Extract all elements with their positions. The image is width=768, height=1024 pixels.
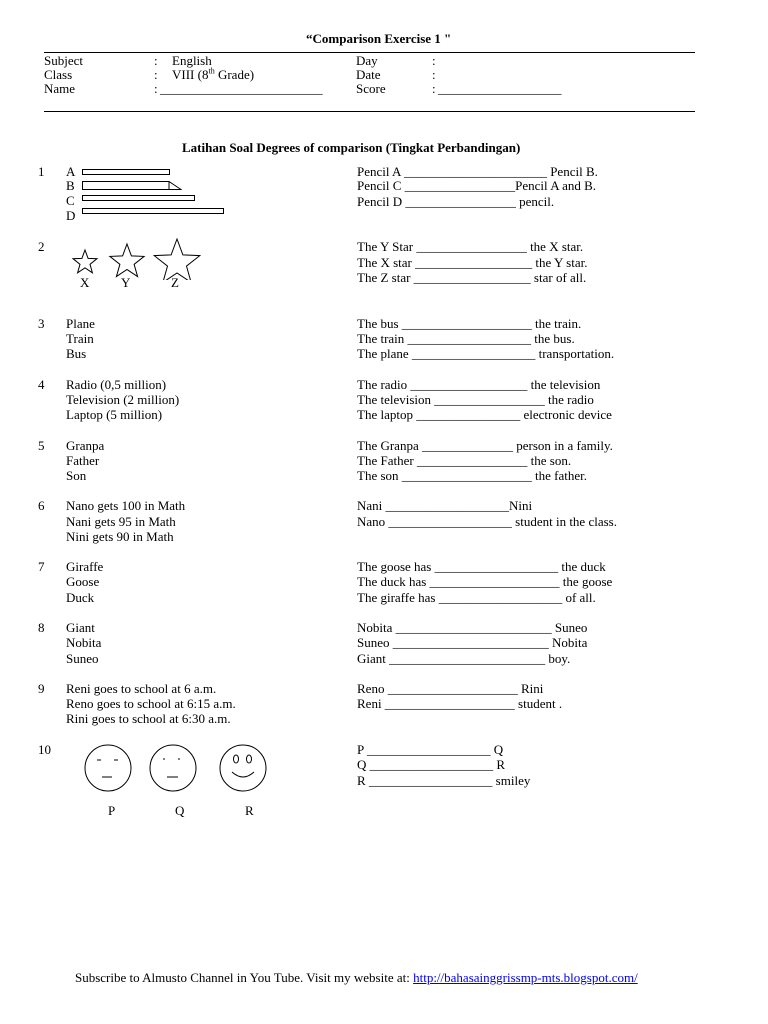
- answer-line: P ___________________ Q: [357, 742, 504, 757]
- item-label: B: [66, 178, 75, 193]
- section-subtitle: Latihan Soal Degrees of comparison (Tingkat Perbandingan): [182, 140, 521, 155]
- class-label: Class: [44, 67, 73, 82]
- score-blank: ___________________: [438, 81, 562, 96]
- answer-line: Nano ___________________ student in the class.: [357, 514, 617, 529]
- page-title: “Comparison Exercise 1 ": [306, 31, 452, 46]
- class-value: [172, 67, 254, 82]
- colon: :: [154, 67, 158, 82]
- item-label: Reni goes to school at 6 a.m.: [66, 681, 217, 696]
- item-label: C: [66, 193, 75, 208]
- item-label: Giant: [66, 620, 95, 635]
- answer-line: The radio __________________ the television: [357, 377, 601, 392]
- question-number: 3: [38, 316, 45, 331]
- item-label: Granpa: [66, 438, 105, 453]
- answer-line: R ___________________ smiley: [357, 773, 531, 788]
- item-label: Laptop (5 million): [66, 407, 163, 422]
- item-label: Nano gets 100 in Math: [66, 498, 186, 513]
- smiley-p-icon: [85, 745, 131, 791]
- item-label: Television (2 million): [66, 392, 180, 407]
- score-label: Score: [356, 81, 386, 96]
- answer-line: The television _________________ the radio: [357, 392, 594, 407]
- item-label: Suneo: [66, 651, 99, 666]
- question-number: 4: [38, 377, 45, 392]
- answer-line: The goose has ___________________ the duck: [357, 559, 606, 574]
- answer-line: The laptop ________________ electronic device: [357, 407, 612, 422]
- star-label-x: X: [80, 275, 90, 290]
- question-number: 5: [38, 438, 45, 453]
- answer-line: Nobita ________________________ Suneo: [357, 620, 588, 635]
- smiley-q-icon: [150, 745, 196, 791]
- subject-label: Subject: [44, 53, 83, 68]
- footer: [75, 970, 638, 985]
- answer-line: The duck has ____________________ the goose: [357, 574, 613, 589]
- question-number: 9: [38, 681, 45, 696]
- smiley-label-q: Q: [175, 803, 185, 818]
- question-number: 2: [38, 239, 45, 254]
- answer-line: Pencil A ______________________ Pencil B.: [357, 164, 598, 179]
- date-label: Date: [356, 67, 381, 82]
- answer-line: Reni ____________________ student .: [357, 696, 563, 711]
- colon: :: [432, 53, 436, 68]
- item-label: Son: [66, 468, 87, 483]
- answer-line: Pencil D _________________ pencil.: [357, 194, 555, 209]
- answer-line: The plane ___________________ transportation.: [357, 346, 615, 361]
- answer-line: The bus ____________________ the train.: [357, 316, 582, 331]
- answer-line: Nani ___________________Nini: [357, 498, 533, 513]
- answer-line: The son ____________________ the father.: [357, 468, 587, 483]
- answer-line: The Granpa ______________ person in a family.: [357, 438, 613, 453]
- item-label: Bus: [66, 346, 87, 361]
- class-value-main: VIII (8: [172, 67, 209, 82]
- answer-line: The Z star __________________ star of all.: [357, 270, 587, 285]
- colon: :: [432, 81, 436, 96]
- name-label: Name: [44, 81, 76, 96]
- question-number: 7: [38, 559, 45, 574]
- item-label: Duck: [66, 590, 95, 605]
- star-x-icon: [73, 250, 97, 273]
- item-label: D: [66, 208, 76, 223]
- answer-line: The giraffe has ___________________ of all.: [357, 590, 596, 605]
- item-label: Radio (0,5 million): [66, 377, 167, 392]
- item-label: Train: [66, 331, 94, 346]
- colon: :: [154, 53, 158, 68]
- class-value-end: Grade): [214, 67, 255, 82]
- class-value-sup: th: [208, 66, 215, 76]
- item-label: Plane: [66, 316, 95, 331]
- answer-line: Q ___________________ R: [357, 757, 506, 772]
- question-number: 10: [38, 742, 51, 757]
- item-label: Goose: [66, 574, 100, 589]
- answer-line: The train ___________________ the bus.: [357, 331, 575, 346]
- star-z-icon: [154, 239, 200, 280]
- item-label: Nini gets 90 in Math: [66, 529, 174, 544]
- pencil-d-bar: [82, 208, 224, 214]
- header-divider-bottom: [44, 111, 695, 112]
- item-label: Nani gets 95 in Math: [66, 514, 176, 529]
- stars-illustration: [66, 236, 206, 280]
- item-label: Father: [66, 453, 100, 468]
- subject-value: English: [172, 53, 212, 68]
- colon: :: [432, 67, 436, 82]
- pencil-c-bar: [82, 195, 195, 201]
- question-number: 8: [38, 620, 45, 635]
- smiley-r-icon: [220, 745, 266, 791]
- answer-line: Giant ________________________ boy.: [357, 651, 571, 666]
- day-label: Day: [356, 53, 378, 68]
- pencil-a-bar: [82, 169, 170, 175]
- item-label: A: [66, 164, 76, 179]
- question-number: 1: [38, 164, 45, 179]
- item-label: Reno goes to school at 6:15 a.m.: [66, 696, 236, 711]
- star-y-icon: [110, 244, 144, 277]
- item-label: Rini goes to school at 6:30 a.m.: [66, 711, 231, 726]
- smiley-label-p: P: [108, 803, 116, 818]
- answer-line: The Y Star _________________ the X star.: [357, 239, 584, 254]
- answer-line: The X star __________________ the Y star.: [357, 255, 588, 270]
- smileys-illustration: [76, 742, 281, 798]
- footer-text: Subscribe to Almusto Channel in You Tube. Visit my website at:: [75, 970, 414, 985]
- question-number: 6: [38, 498, 45, 513]
- answer-line: Reno ____________________ Rini: [357, 681, 544, 696]
- website-link[interactable]: http://bahasainggrissmp-mts.blogspot.com/: [413, 970, 638, 985]
- name-blank: _________________________: [160, 81, 323, 96]
- item-label: Giraffe: [66, 559, 104, 574]
- star-label-z: Z: [171, 275, 179, 290]
- smiley-label-r: R: [245, 803, 254, 818]
- star-label-y: Y: [121, 275, 131, 290]
- answer-line: The Father _________________ the son.: [357, 453, 572, 468]
- pencil-b-shape: [82, 181, 182, 191]
- colon: :: [154, 81, 158, 96]
- answer-line: Pencil C _________________Pencil A and B.: [357, 178, 597, 193]
- item-label: Nobita: [66, 635, 102, 650]
- answer-line: Suneo ________________________ Nobita: [357, 635, 588, 650]
